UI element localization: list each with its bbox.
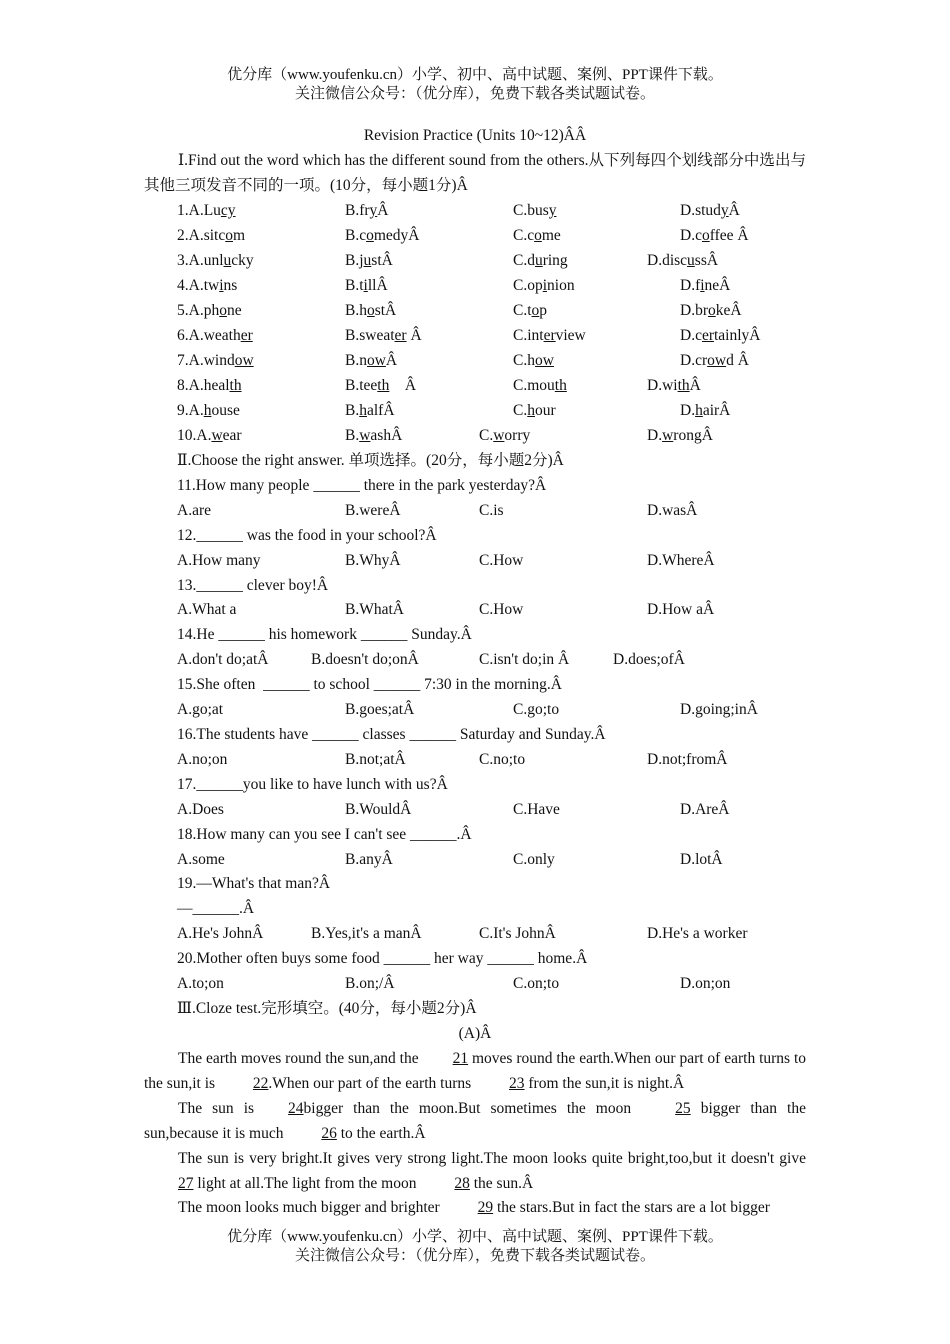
q11-option-a: A.are bbox=[177, 502, 211, 519]
q20-stem: 20.Mother often buys some food ______ her way ______ home.Â bbox=[177, 950, 588, 967]
blank-23[interactable]: 23 bbox=[509, 1075, 525, 1092]
q12-option-c: C.How bbox=[479, 552, 524, 569]
q4-option-a: 4.A.twins bbox=[177, 277, 238, 294]
q1-option-a: 1.A.Lucy bbox=[177, 202, 236, 219]
question-20-options bbox=[0, 971, 950, 996]
question-8 bbox=[0, 373, 950, 398]
q4-option-d: D.fineÂ bbox=[680, 277, 731, 294]
footer-line-2: 关注微信公众号：（优分库），免费下载各类试题试卷。 bbox=[294, 1248, 655, 1264]
q18-option-b: B.anyÂ bbox=[345, 851, 393, 868]
blank-27[interactable]: 27 bbox=[178, 1175, 194, 1192]
q6-option-b: B.sweater Â bbox=[345, 327, 422, 344]
q15-option-d: D.going;inÂ bbox=[680, 701, 758, 718]
q7-option-d: D.crowd Â bbox=[680, 352, 749, 369]
q9-option-b: B.halfÂ bbox=[345, 402, 395, 419]
q10-option-a: 10.A.wear bbox=[177, 427, 242, 444]
q20-option-c: C.on;to bbox=[513, 975, 560, 992]
q13-option-c: C.How bbox=[479, 601, 524, 618]
question-13-stem bbox=[0, 573, 950, 598]
q6-option-a: 6.A.weather bbox=[177, 327, 253, 344]
q6-option-d: D.certainlyÂ bbox=[680, 327, 761, 344]
blank-29[interactable]: 29 bbox=[477, 1199, 494, 1216]
q1-option-c: C.busy bbox=[513, 202, 557, 219]
q2-option-a: 2.A.sitcom bbox=[177, 227, 246, 244]
q16-option-a: A.no;on bbox=[177, 751, 228, 768]
question-14-stem bbox=[0, 622, 950, 647]
section3-instruction bbox=[0, 996, 950, 1021]
q10-option-b: B.washÂ bbox=[345, 427, 403, 444]
question-17-stem bbox=[0, 772, 950, 797]
section3-instruction-text: Ⅲ.Cloze test.完形填空。(40分，每小题2分)Â bbox=[177, 1000, 477, 1017]
q17-stem: 17.______you like to have lunch with us?Â bbox=[177, 776, 448, 793]
part-a-label: (A)Â bbox=[458, 1025, 492, 1042]
q18-option-c: C.only bbox=[513, 851, 555, 868]
q7-option-a: 7.A.window bbox=[177, 352, 254, 369]
section2-instruction-text: Ⅱ.Choose the right answer. 单项选择。(20分，每小题2分)Â bbox=[177, 452, 564, 469]
q15-stem: 15.She often ______ to school ______ 7:30 in the morning.Â bbox=[177, 676, 562, 693]
cloze-paragraph-2: The sun is24bigger than the moon.But sometimes the moon 25 bigger than the sun,because it is much 26 to the earth.Â bbox=[144, 1096, 806, 1146]
q13-option-a: A.What a bbox=[177, 601, 237, 618]
q3-option-b: B.justÂ bbox=[345, 252, 393, 269]
q18-stem: 18.How many can you see I can't see ______.Â bbox=[177, 826, 472, 843]
question-10 bbox=[0, 423, 950, 448]
q20-option-d: D.on;on bbox=[680, 975, 731, 992]
q14-option-b: B.doesn't do;onÂ bbox=[311, 651, 419, 668]
blank-21[interactable]: 21 bbox=[452, 1050, 469, 1067]
q11-option-d: D.wasÂ bbox=[647, 502, 698, 519]
q10-option-d: D.wrongÂ bbox=[647, 427, 713, 444]
q20-option-b: B.on;/Â bbox=[345, 975, 395, 992]
q19-option-a: A.He's JohnÂ bbox=[177, 925, 264, 942]
q8-option-d: D.withÂ bbox=[647, 377, 701, 394]
q2-option-b: B.comedyÂ bbox=[345, 227, 420, 244]
q19-option-d: D.He's a worker bbox=[647, 925, 748, 942]
q8-option-b: B.teeth Â bbox=[345, 377, 417, 394]
q4-option-b: B.tillÂ bbox=[345, 277, 388, 294]
page-header bbox=[0, 66, 950, 104]
blank-25[interactable]: 25 bbox=[675, 1100, 691, 1117]
question-15-options bbox=[0, 697, 950, 722]
q7-option-b: B.nowÂ bbox=[345, 352, 398, 369]
q13-stem: 13.______ clever boy!Â bbox=[177, 577, 329, 594]
q4-option-c: C.opinion bbox=[513, 277, 575, 294]
q2-option-d: D.coffee Â bbox=[680, 227, 749, 244]
q16-option-c: C.no;to bbox=[479, 751, 526, 768]
q16-option-b: B.not;atÂ bbox=[345, 751, 406, 768]
question-20-stem bbox=[0, 946, 950, 971]
q19-option-c: C.It's JohnÂ bbox=[479, 925, 556, 942]
question-12-options bbox=[0, 548, 950, 573]
q17-option-a: A.Does bbox=[177, 801, 224, 818]
q1-option-b: B.fryÂ bbox=[345, 202, 389, 219]
q15-option-c: C.go;to bbox=[513, 701, 560, 718]
question-18-options bbox=[0, 847, 950, 872]
q18-option-d: D.lotÂ bbox=[680, 851, 723, 868]
header-line-1: 优分库（www.youfenku.cn）小学、初中、高中试题、案例、PPT课件下载。 bbox=[227, 67, 723, 83]
q5-option-d: D.brokeÂ bbox=[680, 302, 742, 319]
q13-option-b: B.WhatÂ bbox=[345, 601, 404, 618]
blank-26[interactable]: 26 bbox=[321, 1125, 337, 1142]
q15-option-b: B.goes;atÂ bbox=[345, 701, 415, 718]
q10-option-c: C.worry bbox=[479, 427, 531, 444]
question-13-options bbox=[0, 597, 950, 622]
question-19-options bbox=[0, 921, 950, 946]
q9-option-c: C.hour bbox=[513, 402, 556, 419]
question-1 bbox=[0, 198, 950, 223]
q14-option-d: D.does;ofÂ bbox=[613, 651, 685, 668]
q13-option-d: D.How aÂ bbox=[647, 601, 715, 618]
q17-option-d: D.AreÂ bbox=[680, 801, 730, 818]
page-footer bbox=[0, 1228, 950, 1266]
question-16-options bbox=[0, 747, 950, 772]
q16-stem: 16.The students have ______ classes ______ Saturday and Sunday.Â bbox=[177, 726, 606, 743]
q9-option-d: D.hairÂ bbox=[680, 402, 731, 419]
cloze-paragraph-4: The moon looks much bigger and brighter 29 the stars.But in fact the stars are a lot bigger bbox=[144, 1195, 806, 1220]
question-4 bbox=[0, 273, 950, 298]
q2-option-c: C.come bbox=[513, 227, 561, 244]
question-19-stem bbox=[0, 871, 950, 896]
page-title: Revision Practice (Units 10~12)ÂÂ bbox=[363, 127, 587, 144]
q12-stem: 12.______ was the food in your school?Â bbox=[177, 527, 437, 544]
question-18-stem bbox=[0, 822, 950, 847]
question-12-stem bbox=[0, 523, 950, 548]
q3-option-d: D.discussÂ bbox=[647, 252, 719, 269]
question-11-options bbox=[0, 498, 950, 523]
q11-stem: 11.How many people ______ there in the park yesterday?Â bbox=[177, 477, 547, 494]
blank-22[interactable]: 22 bbox=[252, 1075, 269, 1092]
q5-option-a: 5.A.phone bbox=[177, 302, 242, 319]
q17-option-b: B.WouldÂ bbox=[345, 801, 412, 818]
q19-stem-reply: —______.Â bbox=[177, 900, 255, 917]
q3-option-a: 3.A.unlucky bbox=[177, 252, 254, 269]
q11-option-b: B.wereÂ bbox=[345, 502, 401, 519]
cloze-paragraph-1: The earth moves round the sun,and the21 moves round the earth.When our part of earth turns to the sun,it is 22.When our part of the earth turns 23 from the sun,it is night.Â bbox=[144, 1046, 806, 1096]
q18-option-a: A.some bbox=[177, 851, 225, 868]
q20-option-a: A.to;on bbox=[177, 975, 224, 992]
q9-option-a: 9.A.house bbox=[177, 402, 240, 419]
q17-option-c: C.Have bbox=[513, 801, 560, 818]
q14-option-a: A.don't do;atÂ bbox=[177, 651, 269, 668]
section1-instruction: Ⅰ.Find out the word which has the different sound from the others.从下列每四个划线部分中选出与其他三项发音不同的一项。(10分，每小题1分)Â bbox=[144, 152, 806, 194]
header-line-2: 关注微信公众号：（优分库），免费下载各类试题试卷。 bbox=[294, 86, 655, 102]
cloze-paragraph-3: The sun is very bright.It gives very strong light.The moon looks quite bright,too,but it doesn't give 27 light at all.The light from the moon 28 the sun.Â bbox=[144, 1146, 806, 1196]
q6-option-c: C.interview bbox=[513, 327, 586, 344]
q7-option-c: C.how bbox=[513, 352, 554, 369]
q14-option-c: C.isn't do;in Â bbox=[479, 651, 570, 668]
question-5 bbox=[0, 298, 950, 323]
q12-option-a: A.How many bbox=[177, 552, 261, 569]
q16-option-d: D.not;fromÂ bbox=[647, 751, 728, 768]
section2-instruction bbox=[0, 448, 950, 473]
question-15-stem bbox=[0, 672, 950, 697]
q14-stem: 14.He ______ his homework ______ Sunday.Â bbox=[177, 626, 472, 643]
q5-option-c: C.top bbox=[513, 302, 548, 319]
question-14-options bbox=[0, 647, 950, 672]
q8-option-c: C.mouth bbox=[513, 377, 567, 394]
question-17-options bbox=[0, 797, 950, 822]
q19-option-b: B.Yes,it's a manÂ bbox=[311, 925, 422, 942]
blank-28[interactable]: 28 bbox=[454, 1175, 470, 1192]
q5-option-b: B.hostÂ bbox=[345, 302, 397, 319]
footer-line-1: 优分库（www.youfenku.cn）小学、初中、高中试题、案例、PPT课件下载。 bbox=[227, 1229, 723, 1245]
q19-stem: 19.—What's that man?Â bbox=[177, 875, 331, 892]
section3-part-a bbox=[0, 1021, 950, 1046]
question-11-stem bbox=[0, 473, 950, 498]
question-6 bbox=[0, 323, 950, 348]
q15-option-a: A.go;at bbox=[177, 701, 224, 718]
q11-option-c: C.is bbox=[479, 502, 504, 519]
blank-24[interactable]: 24 bbox=[288, 1100, 304, 1117]
q3-option-c: C.during bbox=[513, 252, 568, 269]
q1-option-d: D.studyÂ bbox=[680, 202, 740, 219]
q12-option-d: D.WhereÂ bbox=[647, 552, 715, 569]
q12-option-b: B.WhyÂ bbox=[345, 552, 401, 569]
question-7 bbox=[0, 348, 950, 373]
question-3 bbox=[0, 248, 950, 273]
question-2 bbox=[0, 223, 950, 248]
question-19-stem-2 bbox=[0, 896, 950, 921]
q8-option-a: 8.A.health bbox=[177, 377, 242, 394]
question-16-stem bbox=[0, 722, 950, 747]
question-9 bbox=[0, 398, 950, 423]
